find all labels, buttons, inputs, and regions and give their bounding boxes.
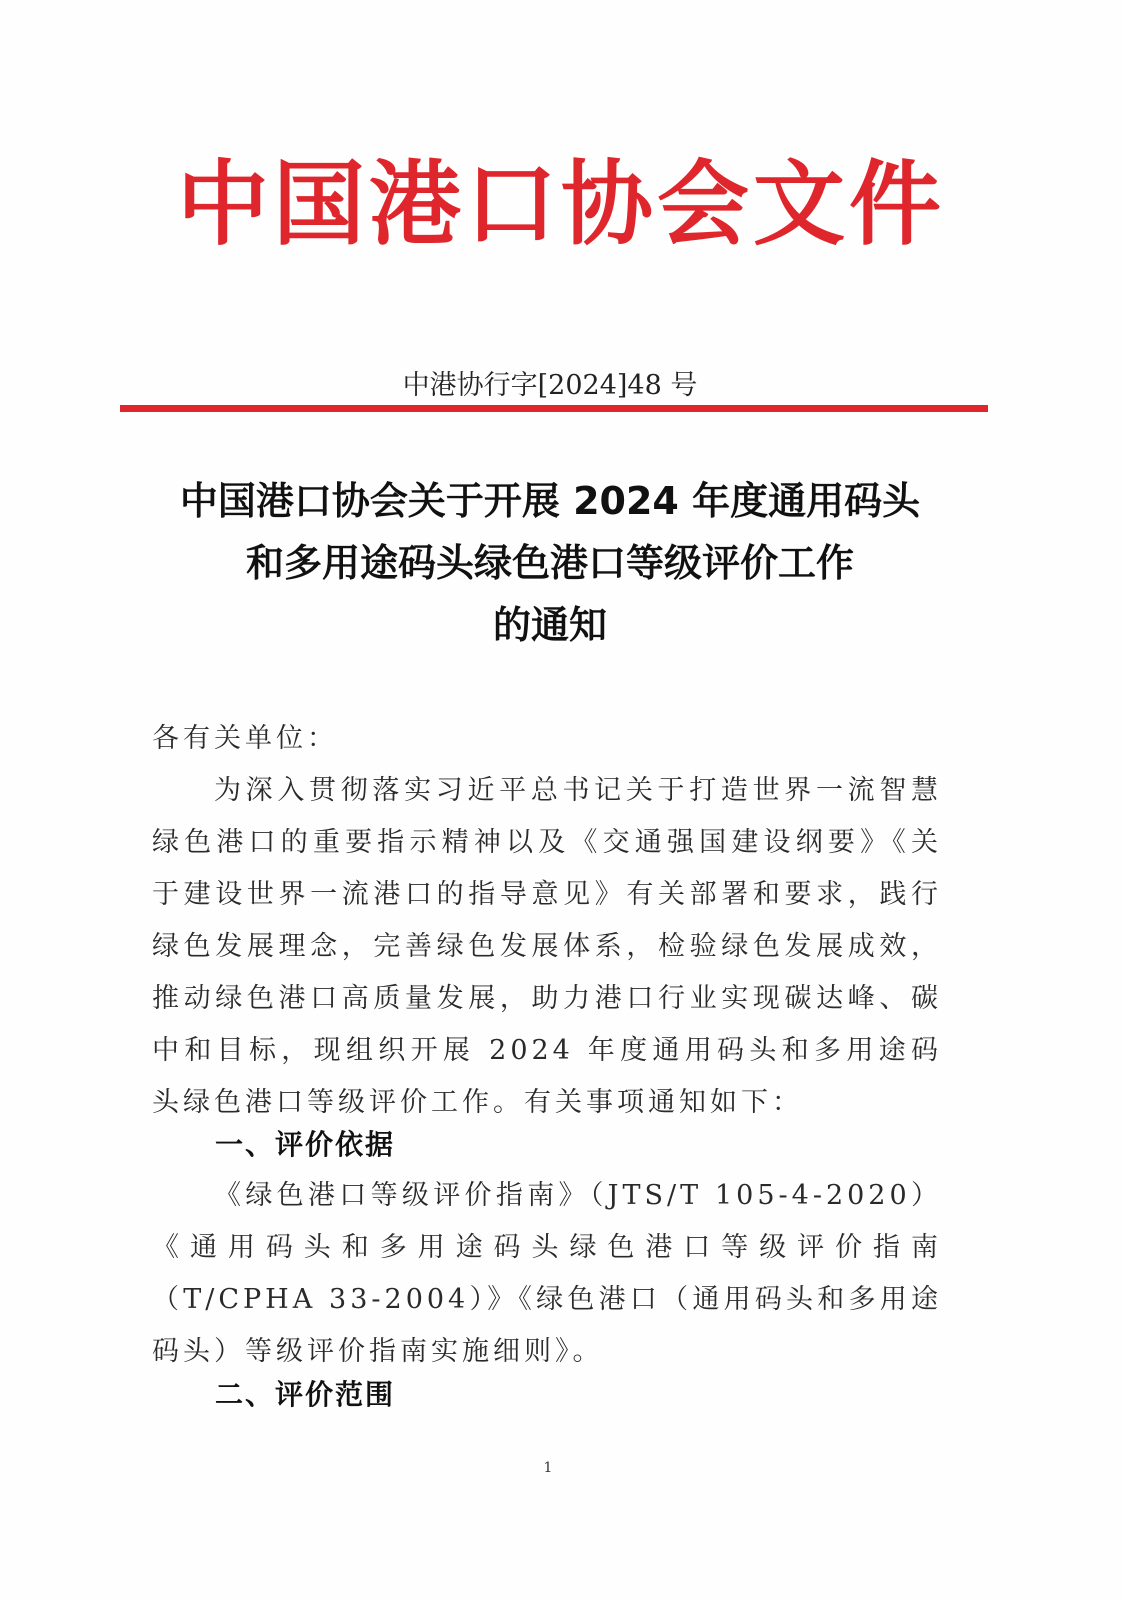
title-line-1: 中国港口协会关于开展 2024 年度通用码头: [179, 479, 921, 523]
title-line-2: 和多用途码头绿色港口等级评价工作: [245, 541, 854, 585]
title-line-3: 的通知: [492, 603, 607, 647]
document-number: 中港协行字[2024]48 号: [402, 370, 698, 401]
red-divider: [120, 405, 988, 412]
document-title: [100, 470, 1000, 656]
salutation: 各有关单位：: [152, 723, 338, 754]
masthead: 中国港口协会文件: [176, 151, 945, 258]
section-heading-basis: 一、评价依据: [215, 1128, 396, 1161]
intro-paragraph: 为深入贯彻落实习近平总书记关于打造世界一流智慧绿色港口的重要指示精神以及《交通强国建设纲要》《关于建设世界一流港口的指导意见》有关部署和要求，践行绿色发展理念，完善绿色发展体系，检验绿色发展成效，推动绿色港口高质量发展，助力港口行业实现碳达峰、碳中和目标，现组织开展 2024 年度通用码头和多用途码头绿色港口等级评价工作。有关事项通知如下：: [152, 775, 942, 1118]
page-number: 1: [543, 1460, 553, 1476]
section-heading-scope: 二、评价范围: [215, 1378, 396, 1411]
basis-paragraph: 《绿色港口等级评价指南》（JTS/T 105-4-2020）《通用码头和多用途码头绿色港口等级评价指南（T/CPHA 33-2004）》《绿色港口（通用码头和多用途码头）等级评价指南实施细则》。: [152, 1180, 942, 1367]
